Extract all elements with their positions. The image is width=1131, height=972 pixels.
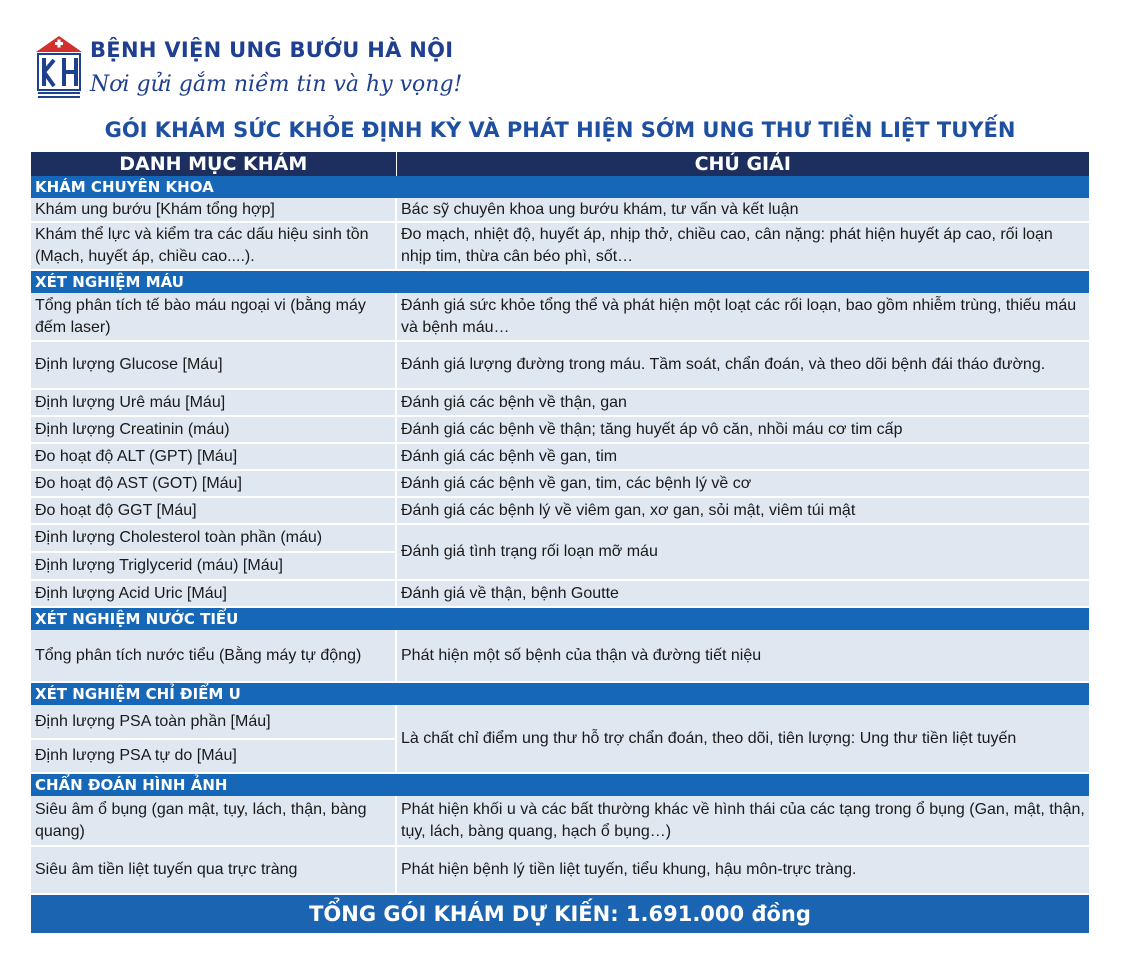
exam-item: Đo hoạt độ GGT [Máu] xyxy=(31,497,396,524)
exam-item: Định lượng Creatinin (máu) xyxy=(31,416,396,443)
exam-item: Đo hoạt độ ALT (GPT) [Máu] xyxy=(31,443,396,470)
section-row xyxy=(31,682,1089,705)
section-row xyxy=(31,270,1089,293)
exam-item: Định lượng PSA toàn phần [Máu] xyxy=(31,705,396,739)
table-row xyxy=(31,524,1089,552)
hospital-slogan: Nơi gửi gắm niềm tin và hy vọng! xyxy=(90,72,463,97)
exam-note: Đo mạch, nhiệt độ, huyết áp, nhịp thở, chiều cao, cân nặng: phát hiện huyết áp cao, rối loạn nhịp tim, thừa cân béo phì, sốt… xyxy=(396,222,1089,270)
exam-note: Đánh giá các bệnh về thận, gan xyxy=(396,389,1089,416)
total-row xyxy=(31,894,1089,933)
exam-item: Khám ung bướu [Khám tổng hợp] xyxy=(31,198,396,222)
exam-item: Định lượng Urê máu [Máu] xyxy=(31,389,396,416)
section-row xyxy=(31,607,1089,630)
exam-item: Siêu âm tiền liệt tuyến qua trực tràng xyxy=(31,846,396,894)
exam-note: Đánh giá các bệnh lý về viêm gan, xơ gan, sỏi mật, viêm túi mật xyxy=(396,497,1089,524)
hospital-name: BỆNH VIỆN UNG BƯỚU HÀ NỘI xyxy=(90,38,454,62)
table-row xyxy=(31,443,1089,470)
exam-note: Đánh giá các bệnh về gan, tim xyxy=(396,443,1089,470)
exam-item: Tổng phân tích tế bào máu ngoại vi (bằng máy đếm laser) xyxy=(31,293,396,341)
exam-item: Đo hoạt độ AST (GOT) [Máu] xyxy=(31,470,396,497)
exam-note: Là chất chỉ điểm ung thư hỗ trợ chẩn đoán, theo dõi, tiên lượng: Ung thư tiền liệt tuyến xyxy=(396,705,1089,773)
table-row xyxy=(31,293,1089,341)
table-row xyxy=(31,416,1089,443)
exam-item: Tổng phân tích nước tiểu (Bằng máy tự động) xyxy=(31,630,396,682)
total-price: TỔNG GÓI KHÁM DỰ KIẾN: 1.691.000 đồng xyxy=(31,894,1089,933)
exam-item: Định lượng PSA tự do [Máu] xyxy=(31,739,396,773)
exam-note: Đánh giá tình trạng rối loạn mỡ máu xyxy=(396,524,1089,580)
table-row xyxy=(31,198,1089,222)
exam-note: Đánh giá lượng đường trong máu. Tầm soát, chẩn đoán, và theo dõi bệnh đái tháo đường. xyxy=(396,341,1089,389)
column-header-notes: CHÚ GIẢI xyxy=(396,152,1089,176)
section-row xyxy=(31,773,1089,796)
table-row xyxy=(31,389,1089,416)
section-title: CHẨN ĐOÁN HÌNH ẢNH xyxy=(31,773,1089,796)
table-row xyxy=(31,580,1089,607)
table-row xyxy=(31,630,1089,682)
hospital-logo xyxy=(34,34,84,100)
section-row xyxy=(31,176,1089,198)
exam-note: Bác sỹ chuyên khoa ung bướu khám, tư vấn và kết luận xyxy=(396,198,1089,222)
exam-item: Định lượng Glucose [Máu] xyxy=(31,341,396,389)
table-row xyxy=(31,796,1089,846)
exam-note: Phát hiện một số bệnh của thận và đường tiết niệu xyxy=(396,630,1089,682)
table-row xyxy=(31,846,1089,894)
exam-note: Phát hiện bệnh lý tiền liệt tuyến, tiểu khung, hậu môn-trực tràng. xyxy=(396,846,1089,894)
exam-item: Định lượng Acid Uric [Máu] xyxy=(31,580,396,607)
column-header-category: DANH MỤC KHÁM xyxy=(31,152,396,176)
exam-item: Định lượng Cholesterol toàn phần (máu) xyxy=(31,524,396,552)
exam-item: Định lượng Triglycerid (máu) [Máu] xyxy=(31,552,396,580)
table-row xyxy=(31,222,1089,270)
table-row xyxy=(31,497,1089,524)
exam-item: Siêu âm ổ bụng (gan mật, tụy, lách, thận, bàng quang) xyxy=(31,796,396,846)
exam-note: Đánh giá sức khỏe tổng thể và phát hiện một loạt các rối loạn, bao gồm nhiễm trùng, thiếu máu và bệnh máu… xyxy=(396,293,1089,341)
table-row xyxy=(31,341,1089,389)
exam-note: Phát hiện khối u và các bất thường khác về hình thái của các tạng trong ổ bụng (Gan, mật, thận, tụy, lách, bàng quang, hạch ổ bụng…) xyxy=(396,796,1089,846)
section-title: XÉT NGHIỆM NƯỚC TIỂU xyxy=(31,607,1089,630)
exam-item: Khám thể lực và kiểm tra các dấu hiệu sinh tồn (Mạch, huyết áp, chiều cao....). xyxy=(31,222,396,270)
table-row xyxy=(31,705,1089,739)
table-row xyxy=(31,470,1089,497)
exam-note: Đánh giá các bệnh về thận; tăng huyết áp vô căn, nhồi máu cơ tim cấp xyxy=(396,416,1089,443)
section-title: XÉT NGHIỆM CHỈ ĐIỂM U xyxy=(31,682,1089,705)
exam-note: Đánh giá các bệnh về gan, tim, các bệnh lý về cơ xyxy=(396,470,1089,497)
section-title: XÉT NGHIỆM MÁU xyxy=(31,270,1089,293)
table-header-row xyxy=(31,152,1089,176)
exam-package-table xyxy=(31,152,1089,933)
exam-note: Đánh giá về thận, bệnh Goutte xyxy=(396,580,1089,607)
section-title: KHÁM CHUYÊN KHOA xyxy=(31,176,1089,198)
page-title: GÓI KHÁM SỨC KHỎE ĐỊNH KỲ VÀ PHÁT HIỆN SỚM UNG THƯ TIỀN LIỆT TUYẾN xyxy=(104,118,1016,142)
